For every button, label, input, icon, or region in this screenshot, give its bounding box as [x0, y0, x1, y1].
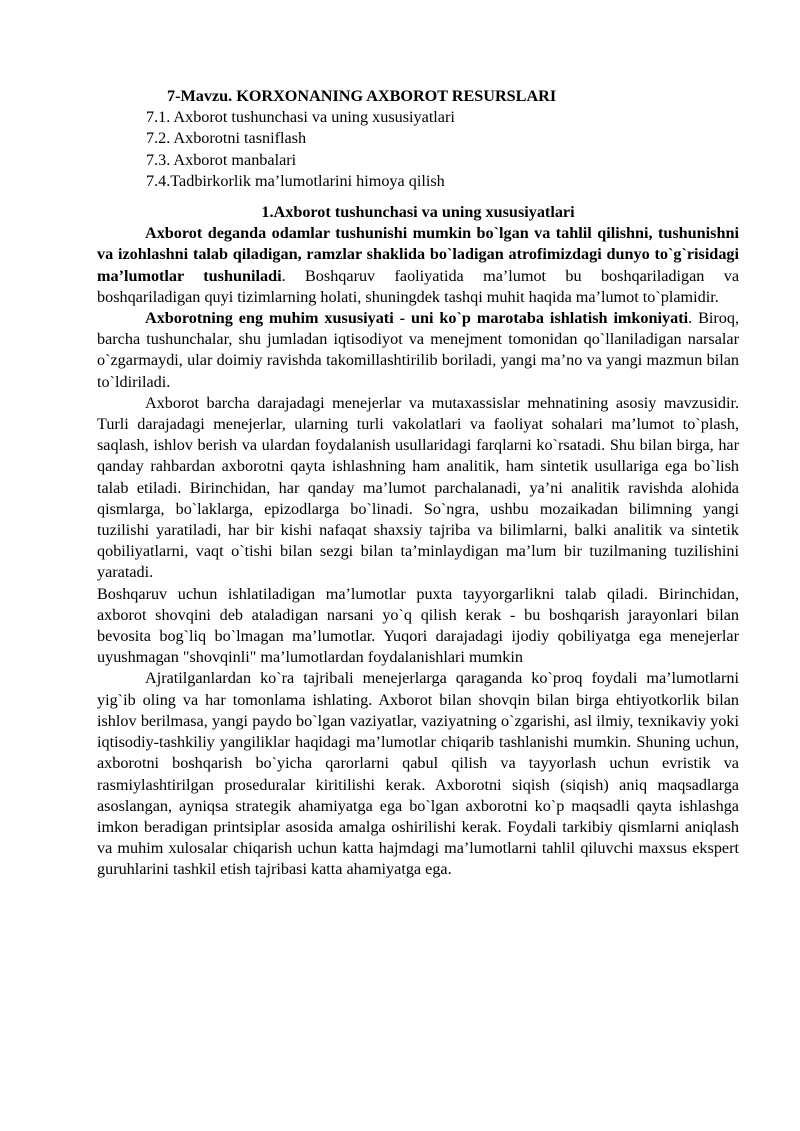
paragraph-2: [97, 308, 739, 393]
paragraph-3: Axborot barcha darajadagi menejerlar va mutaxassislar mehnatining asosiy mavzusidir. Turli darajadagi menejerlar, ularning turli vakolatlari va faoliyat sohalari ma’lumot to`plash, saqlash, ishlov berish va ulardan foydalanish usullaridagi farqlarni ko`rsatadi. Shu bilan birga, har qanday rahbardan axborotni qayta ishlashning ham analitik, ham sintetik usullariga ega bo`lish talab etiladi. Birinchidan, har qanday ma’lumot parchalanadi, ya’ni analitik ravishda alohida qismlarga, bo`laklarga, epizodlarga bo`linadi. So`ngra, ushbu mozaikadan bilimning yangi tuzilishi yaratiladi, har bir kishi nafaqat shaxsiy tajriba va bilimlarni, balki analitik va sintetik qobiliyatlarni, vaqt o`tishi bilan sezgi bilan ta’minlaydigan ma’lum bir tuzilmaning tuzilishini yaratadi.: [97, 393, 739, 582]
paragraph-4: Boshqaruv uchun ishlatiladigan ma’lumotlar puxta tayyorgarlikni talab qiladi. Birinchidan, axborot shovqini deb ataladigan narsani yo`q qilish kerak - bu boshqarish jarayonlari bilan bevosita bog`liq bo`lmagan ma’lumotlar. Yuqori darajadagi ijodiy qobiliyatga ega menejerlar uyushmagan "shovqinli" ma’lumotlardan foydalanishlari mumkin: [97, 584, 739, 667]
paragraph-1: [97, 223, 739, 308]
document-page: [97, 86, 739, 881]
paragraph-2-text: . Biroq, barcha tushunchalar, shu jumladan iqtisodiyot va menejment tomonidan qo`llaniladigan narsalar o`zgarmaydi, ular doimiy ravishda takomillashtirilib boriladi, yangi ma’no va yangi mazmun bilan to`ldiriladi.: [97, 309, 739, 391]
paragraph-1-text: . Boshqaruv faoliyatida ma’lumot bu boshqariladigan va boshqariladigan quyi tizimlarning holati, shuningdek tashqi muhit haqida ma’lumot to`plamidir.: [97, 266, 740, 306]
toc-item: 7.3. Axborot manbalari: [146, 150, 297, 169]
table-of-contents: [146, 107, 739, 192]
toc-item: 7.4.Tadbirkorlik ma’lumotlarini himoya qilish: [146, 171, 445, 190]
toc-item: 7.1. Axborot tushunchasi va uning xususiyatlari: [146, 108, 455, 127]
section-heading: 1.Axborot tushunchasi va uning xususiyatlari: [261, 203, 575, 222]
paragraph-1-bold: Axborot deganda odamlar tushunishi mumkin bo`lgan va tahlil qilishni, tushunishni va izohlashni talab qiladigan, ramzlar shaklida bo`ladigan atrofimizdagi dunyo to`g`risidagi ma’lumotlar tushuniladi: [97, 224, 739, 285]
toc-item: 7.2. Axborotni tasniflash: [146, 129, 307, 148]
document-title: 7-Mavzu. KORXONANING AXBOROT RESURSLARI: [167, 87, 557, 105]
paragraph-5: Ajratilganlardan ko`ra tajribali menejerlarga qaraganda ko`proq foydali ma’lumotlarni yig`ib oling va har tomonlama ishlating. Axborot bilan shovqin bilan birga ehtiyotkorlik bilan ishlov berilmasa, yangi paydo bo`lgan vaziyatlar, vaziyatning o`zgarishi, asl ilmiy, texnikaviy yoki iqtisodiy-tashkiliy yangiliklar haqidagi ma’lumotlar chiqarib tashlanishi mumkin. Shuning uchun, axborotni boshqarish bo`yicha qarorlarni qabul qilish va tayyorlash uchun evristik va rasmiylashtirilgan proseduralar kiritilishi kerak. Axborotni siqish (siqish) aniq maqsadlarga asoslangan, ayniqsa strategik ahamiyatga ega bo`lgan axborotni ko`p maqsadli qayta ishlashga imkon beradigan printsiplar asosida amalga oshirilishi kerak. Foydali tarkibiy qismlarni aniqlash va muhim xulosalar chiqarish uchun katta hajmdagi ma’lumotlarni tahlil qiluvchi maxsus ekspert guruhlarini tashkil etish tajribasi katta ahamiyatga ega.: [97, 669, 739, 879]
paragraph-2-bold: Axborotning eng muhim xususiyati - uni ko`p marotaba ishlatish imkoniyati: [145, 309, 689, 328]
